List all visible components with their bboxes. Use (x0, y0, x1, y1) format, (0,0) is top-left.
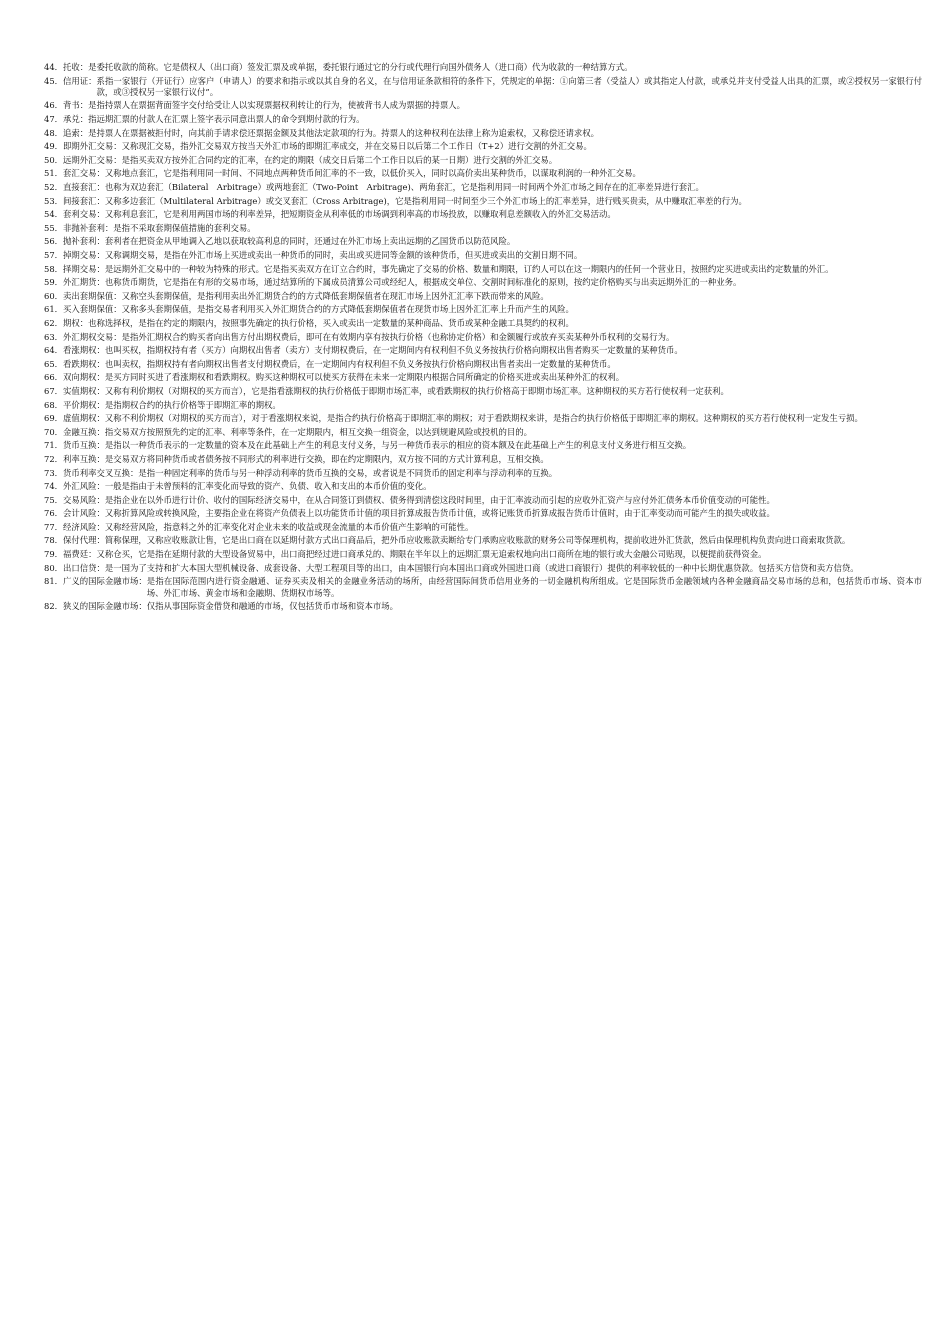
entry-definition: 是指以一种货币表示的一定数量的资本及在此基础上产生的利息支付义务，与另一种货币表示的相应的资本额及在此基础上产生的利息支付义务进行相互交换。 (104, 440, 692, 451)
entry-number: 64． (44, 345, 64, 356)
entry-body (63, 209, 922, 220)
entry-body (63, 304, 922, 315)
glossary-entry (44, 508, 922, 519)
entry-number: 72． (44, 453, 64, 464)
entry-body (63, 196, 922, 207)
entry-body (63, 223, 922, 234)
entry-term: 买入套期保值： (63, 304, 122, 315)
entry-body (63, 601, 922, 612)
entry-term: 远期外汇交易： (63, 154, 122, 165)
entry-definition: 又称现汇交易，指外汇交易双方按当天外汇市场的即期汇率成交，并在交易日以后第二个工作日（T+2）进行交割的外汇交易。 (121, 141, 592, 152)
glossary-entry (44, 100, 922, 111)
entry-body (63, 114, 922, 125)
entry-number: 50． (44, 154, 64, 165)
entry-term: 抛补套利： (63, 236, 105, 247)
entry-term: 套利交易： (63, 209, 105, 220)
entry-number: 71． (44, 440, 64, 451)
entry-number: 58． (44, 263, 64, 274)
entry-definition: 简称保理，又称应收账款让售，它是出口商在以延期付款方式出口商品后，把外币应收账款卖断给专门承购应收账款的财务公司等保理机构，提前收进外汇货款，然后由保理机构负责向进口商索取货款。 (104, 535, 851, 546)
entry-body (63, 62, 922, 73)
entry-definition: 是远期外汇交易中的一种较为特殊的形式。它是指买卖双方在订立合约时，事先确定了交易的价格、数量和期限，订约人可以在这一期限内的任何一个营业日，按照约定买进或卖出约定数量的外汇。 (104, 263, 834, 274)
glossary-entry (44, 291, 922, 302)
entry-body (63, 100, 922, 111)
entry-definition: 又称有利价期权（对期权的买方而言），它是指看涨期权的执行价格低于即期市场汇率，或看跌期权的执行价格高于即期市场汇率。这种期权的买方若行使权利一定获利。 (104, 385, 729, 396)
entry-body (63, 440, 922, 451)
entry-number: 81． (44, 576, 64, 587)
entry-body (63, 427, 922, 438)
entry-body (63, 345, 922, 356)
entry-body (63, 413, 922, 424)
entry-term: 保付代理： (63, 535, 105, 546)
entry-body (63, 76, 922, 99)
entry-term: 追索： (63, 127, 89, 138)
entry-number: 76． (44, 508, 64, 519)
entry-number: 79． (44, 549, 64, 560)
entry-number: 59． (44, 277, 64, 288)
entry-term: 金融互换： (63, 426, 105, 437)
entry-term: 经济风险： (63, 521, 105, 532)
entry-body (63, 535, 922, 546)
glossary-entry (44, 345, 922, 356)
glossary-entry (44, 250, 922, 261)
entry-definition: 指远期汇票的付款人在汇票上签字表示同意出票人的命令到期付款的行为。 (88, 114, 365, 125)
glossary-entry (44, 182, 922, 193)
entry-definition: 是委托收款的简称。它是债权人（出口商）签发汇票及或单据，委托银行通过它的分行或代理行向国外债务人（进口商）代为收款的一种结算方式。 (88, 62, 633, 72)
entry-definition: 是指在国际范围内进行资金融通、证券买卖及相关的金融业务活动的场所，由经营国际间货币信用业务的一切金融机构所组成。它是国际货币金融领域内各种金融商品交易市场的总和，包括货币市场、资本市场、外汇市场、黄金市场和金融期、货期权市场等。 (146, 576, 922, 598)
entry-body (63, 549, 922, 560)
glossary-entry (44, 264, 922, 275)
entry-term: 平价期权： (63, 399, 105, 410)
entry-definition: 是指外汇期权合约购买者向出售方付出期权费后，即可在有效期内享有按执行价格（也称协定价格）和金额履行或放弃买卖某种外币权利的交易行为。 (121, 331, 675, 342)
entry-definition: 又称经营风险，指意料之外的汇率变化对企业未来的收益或现金流量的本币价值产生影响的可能性。 (104, 521, 474, 532)
entry-term: 交易风险： (63, 494, 105, 505)
glossary-list (44, 62, 922, 612)
entry-term: 会计风险： (63, 508, 105, 519)
entry-definition: 又称多头套期保值，是指交易者利用买入外汇期货合约的方式降低套期保值者在现货市场上因外汇汇率上升而产生的风险。 (121, 304, 574, 315)
entry-definition: 又称利息套汇，它是利用两国市场的利率差异，把短期资金从利率低的市场调到利率高的市场投放，以赚取利息差额收入的外汇交易活动。 (104, 209, 616, 220)
entry-definition: 是指持票人在票据背面签字交付给受让人以实现票据权利转让的行为，使被背书人成为票据的持票人。 (88, 100, 466, 111)
entry-term: 货币利率交叉互换： (63, 467, 139, 478)
glossary-entry (44, 196, 922, 207)
entry-definition: 也叫卖权，指期权持有者向期权出售者支付期权费后，在一定期间内有权利但不负义务按执行价格向期权出售者卖出一定数量的某种货币。 (104, 358, 616, 369)
glossary-entry (44, 62, 922, 73)
entry-definition: 仅指从事国际资金借贷和融通的市场，仅包括货币市场和资本市场。 (146, 601, 399, 612)
entry-term: 虚值期权： (63, 413, 105, 424)
entry-definition: 是指企业在以外币进行计价、收付的国际经济交易中，在从合同签订到债权、债务得到清偿这段时间里，由于汇率波动而引起的应收外汇资产与应付外汇债务本币价值变动的可能性。 (104, 494, 775, 505)
glossary-entry (44, 209, 922, 220)
entry-body (63, 168, 922, 179)
entry-definition: 又称折算风险或转换风险，主要指企业在将资产负债表上以功能货币计值的项目折算成报告货币计值，或将记账货币折算成报告货币计值时，由于汇率变动而可能产生的损失或收益。 (104, 508, 775, 519)
entry-definition: 是交易双方将同种货币或者债务按不同形式的利率进行交换，即在约定期限内，双方按不同的方式计算利息，互相交换。 (104, 453, 549, 464)
entry-body (63, 576, 922, 599)
entry-term: 背书： (63, 100, 89, 111)
entry-term: 直接套汇： (63, 182, 105, 193)
glossary-entry (44, 413, 922, 424)
entry-term: 信用证： (63, 75, 97, 86)
entry-term: 卖出套期保值： (63, 290, 122, 301)
entry-definition: 又称空头套期保值，是指利用卖出外汇期货合约的方式降低套期保值者在现汇市场上因外汇汇率下跌而带来的风险。 (121, 290, 549, 301)
entry-number: 45． (44, 75, 64, 86)
entry-number: 67． (44, 385, 64, 396)
glossary-entry (44, 563, 922, 574)
glossary-entry (44, 318, 922, 329)
entry-term: 期权： (63, 317, 89, 328)
entry-term: 即期外汇交易： (63, 141, 122, 152)
entry-body (63, 495, 922, 506)
entry-term: 看跌期权： (63, 358, 105, 369)
entry-body (63, 468, 922, 479)
entry-term: 择期交易： (63, 263, 105, 274)
entry-body (63, 400, 922, 411)
entry-body (63, 291, 922, 302)
glossary-entry (44, 386, 922, 397)
entry-term: 利率互换： (63, 453, 105, 464)
glossary-entry (44, 549, 922, 560)
entry-term: 外汇期权交易： (63, 331, 122, 342)
entry-number: 73． (44, 467, 64, 478)
entry-definition: 是一国为了支持和扩大本国大型机械设备、成套设备、大型工程项目等的出口，由本国银行向本国出口商或外国进口商（或进口商银行）提供的利率较低的一种中长期优惠贷款。包括买方信贷和卖方信贷。 (104, 562, 859, 573)
entry-definition: 又称地点套汇，它是指利用同一时间、不同地点两种货币间汇率的不一致，以低价买入，同时以高价卖出某种货币，以谋取利润的一种外汇交易。 (104, 168, 641, 179)
entry-number: 55． (44, 222, 64, 233)
entry-definition: 是指期权合约的执行价格等于即期汇率的期权。 (104, 399, 281, 410)
entry-number: 62． (44, 317, 64, 328)
entry-term: 双向期权： (63, 372, 105, 383)
glossary-entry (44, 601, 922, 612)
entry-number: 48． (44, 127, 64, 138)
entry-body (63, 236, 922, 247)
entry-number: 53． (44, 195, 64, 206)
entry-definition: 是买方同时买进了看涨期权和看跌期权。购买这种期权可以使买方获得在未来一定期限内根据合同所确定的价格买进或卖出某种外汇的权利。 (104, 372, 625, 383)
glossary-entry (44, 128, 922, 139)
entry-number: 75． (44, 494, 64, 505)
entry-number: 60． (44, 290, 64, 301)
entry-number: 49． (44, 141, 64, 152)
glossary-entry (44, 535, 922, 546)
entry-definition: 又称仓买，它是指在延期付款的大型设备贸易中，出口商把经过进口商承兑的、期限在半年以上的远期汇票无追索权地向出口商所在地的银行或大金融公司贴现，以便提前获得资金。 (96, 549, 767, 560)
entry-definition: 是指买卖双方按外汇合同约定的汇率，在约定的期限（成交日后第二个工作日以后的某一日期）进行交割的外汇交易。 (121, 154, 558, 165)
entry-definition: 又称调期交易，是指在外汇市场上买进或卖出一种货币的同时，卖出或买进同等金额的该种货币，但买进或卖出的交割日期不同。 (104, 250, 583, 261)
entry-body (63, 481, 922, 492)
entry-term: 掉期交易： (63, 250, 105, 261)
entry-term: 托收： (63, 62, 89, 72)
entry-number: 63． (44, 331, 64, 342)
entry-number: 80． (44, 562, 64, 573)
glossary-entry (44, 223, 922, 234)
entry-term: 间接套汇： (63, 195, 105, 206)
glossary-entry (44, 454, 922, 465)
entry-body (63, 372, 922, 383)
entry-body (63, 359, 922, 370)
entry-body (63, 264, 922, 275)
entry-number: 65． (44, 358, 64, 369)
entry-definition: 是指不采取套期保值措施的套利交易。 (113, 222, 256, 233)
entry-body (63, 563, 922, 574)
entry-body (63, 155, 922, 166)
entry-body (63, 318, 922, 329)
entry-body (63, 250, 922, 261)
entry-definition: 也叫买权，指期权持有者（买方）向期权出售者（卖方）支付期权费后，在一定期间内有权利但不负义务按执行价格向期权出售者购买一定数量的某种货币。 (104, 345, 683, 356)
glossary-entry (44, 440, 922, 451)
entry-number: 70． (44, 426, 64, 437)
glossary-entry (44, 359, 922, 370)
entry-term: 承兑： (63, 114, 89, 125)
entry-number: 56． (44, 236, 64, 247)
glossary-entry (44, 304, 922, 315)
entry-body (63, 522, 922, 533)
entry-number: 78． (44, 535, 64, 546)
entry-definition: 也称货币期货，它是指在有形的交易市场，通过结算所的下属成员清算公司或经纪人，根据成交单位、交割时间标准化的原则，按约定价格购买与出卖远期外汇的一种业务。 (104, 277, 742, 288)
glossary-entry (44, 76, 922, 99)
entry-definition: 一般是指由于未曾预料的汇率变化而导致的资产、负债、收入和支出的本币价值的变化。 (104, 481, 432, 492)
entry-number: 46． (44, 100, 64, 111)
entry-term: 广义的国际金融市场： (63, 576, 147, 587)
glossary-entry (44, 576, 922, 599)
entry-number: 77． (44, 521, 64, 532)
entry-body (63, 128, 922, 139)
entry-term: 出口信贷： (63, 562, 105, 573)
entry-definition: 套利者在把资金从甲地调入乙地以获取较高利息的同时，还通过在外汇市场上卖出远期的乙国货币以防范风险。 (104, 236, 516, 247)
glossary-entry (44, 332, 922, 343)
entry-number: 52． (44, 182, 64, 193)
entry-term: 实值期权： (63, 385, 105, 396)
entry-number: 47． (44, 114, 64, 125)
entry-body (63, 386, 922, 397)
entry-number: 68． (44, 399, 64, 410)
glossary-entry (44, 427, 922, 438)
entry-number: 66． (44, 372, 64, 383)
entry-number: 74． (44, 481, 64, 492)
entry-definition: 也称选择权，是指在约定的期限内，按照事先确定的执行价格，买入或卖出一定数量的某种商品、货币或某种金融工具契约的权利。 (88, 317, 574, 328)
entry-term: 看涨期权： (63, 345, 105, 356)
entry-number: 51． (44, 168, 64, 179)
entry-definition: 是指一种固定利率的货币与另一种浮动利率的货币互换的交易，或者说是不同货币的固定利率与浮动利率的互换。 (138, 467, 558, 478)
entry-body (63, 182, 922, 193)
entry-term: 货币互换： (63, 440, 105, 451)
glossary-entry (44, 495, 922, 506)
entry-definition: 是持票人在票据被拒付时，向其前手请求偿还票据金额及其他法定款项的行为。持票人的这种权利在法律上称为追索权，又称偿还请求权。 (88, 127, 600, 138)
entry-body (63, 277, 922, 288)
glossary-entry (44, 468, 922, 479)
entry-term: 福费廷： (63, 549, 97, 560)
entry-number: 54． (44, 209, 64, 220)
entry-body (63, 508, 922, 519)
entry-number: 44． (44, 62, 64, 72)
entry-term: 套汇交易： (63, 168, 105, 179)
entry-body (63, 332, 922, 343)
glossary-entry (44, 481, 922, 492)
glossary-entry (44, 236, 922, 247)
entry-definition: 也称为双边套汇（Bilateral Arbitrage）或两地套汇（Two-Point Arbitrage)、两角套汇，它是指利用同一时间两个外汇市场之间存在的汇率差异进行套汇。 (104, 182, 704, 193)
entry-number: 61． (44, 304, 64, 315)
entry-definition: 系指一家银行（开证行）应客户（申请人）的要求和指示或以其自身的名义，在与信用证条款相符的条件下，凭规定的单据：①向第三者（受益人）或其指定人付款，或承兑并支付受益人出具的汇票，或②授权另一家银行付款，或③授权另一家银行议付”。 (96, 75, 922, 97)
entry-term: 外汇风险： (63, 481, 105, 492)
entry-term: 外汇期货： (63, 277, 105, 288)
entry-body (63, 141, 922, 152)
glossary-entry (44, 155, 922, 166)
entry-definition: 指交易双方按照预先约定的汇率、利率等条件，在一定期限内，相互交换一组资金，以达到规避风险或投机的目的。 (104, 426, 533, 437)
entry-number: 57． (44, 250, 64, 261)
entry-body (63, 454, 922, 465)
glossary-entry (44, 277, 922, 288)
glossary-entry (44, 141, 922, 152)
glossary-entry (44, 372, 922, 383)
entry-definition: 又称多边套汇（Multilateral Arbitrage）或交叉套汇（Cross Arbitrage)，它是指利用同一时间至少三个外汇市场上的汇率差异，进行贱买贵卖，从中赚取汇率差的行为。 (104, 195, 747, 206)
entry-term: 狭义的国际金融市场： (63, 601, 147, 612)
glossary-entry (44, 522, 922, 533)
glossary-entry (44, 168, 922, 179)
entry-term: 非抛补套利： (63, 222, 114, 233)
entry-number: 82． (44, 601, 64, 612)
entry-definition: 又称不利价期权（对期权的买方而言），对于看涨期权来说，是指合约执行价格高于即期汇率的期权；对于看跌期权来讲，是指合约执行价格低于即期汇率的期权。这种期权的买方若行使权利一定发生亏损。 (104, 413, 863, 424)
glossary-entry (44, 400, 922, 411)
glossary-entry (44, 114, 922, 125)
entry-number: 69． (44, 413, 64, 424)
